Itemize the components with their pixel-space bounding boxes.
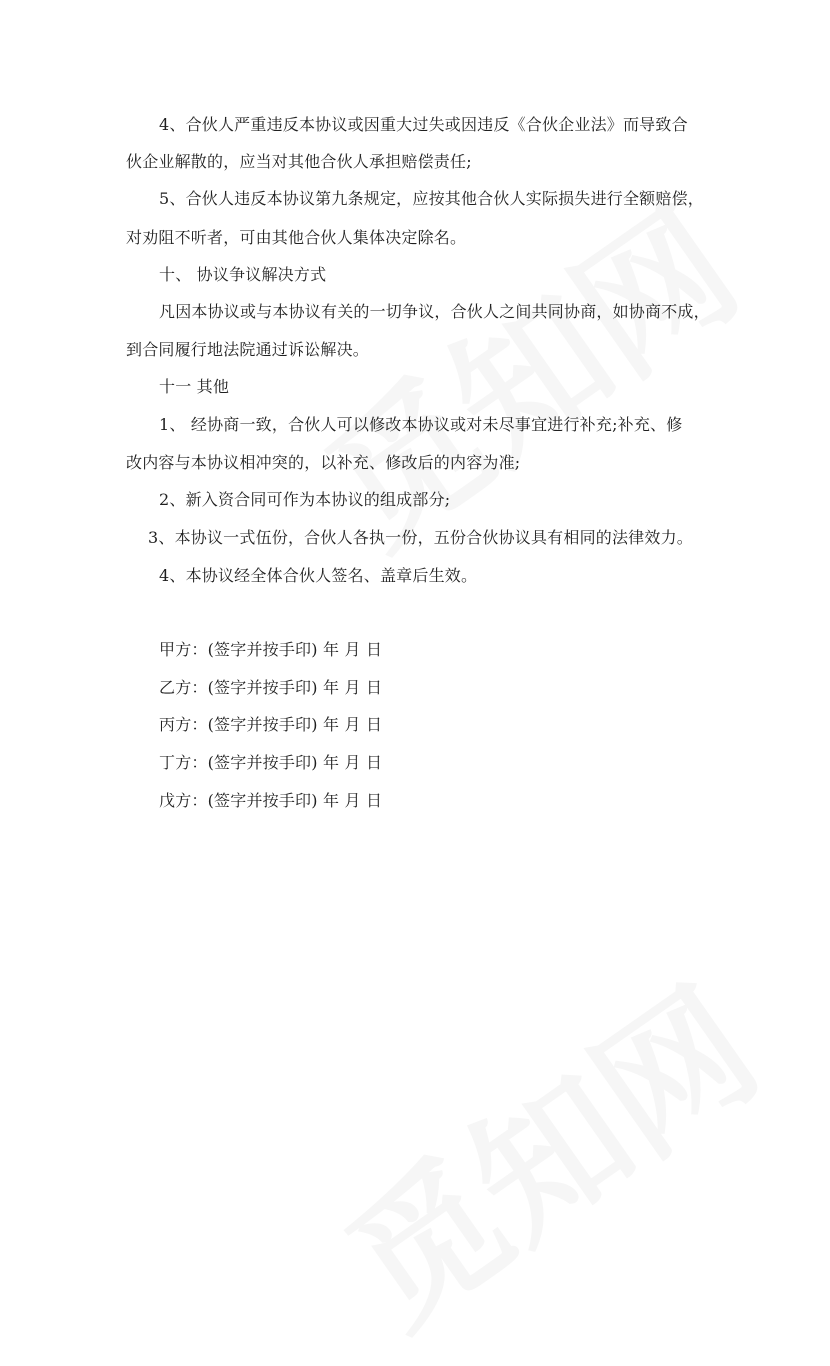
- paragraph-line: 4、合伙人严重违反本协议或因重大过失或因违反《合伙企业法》而导致合: [159, 115, 688, 134]
- watermark: [279, 150, 772, 585]
- signature-line: 丁方：(签字并按手印) 年 月 日: [159, 753, 383, 772]
- paragraph-line: 2、新入资合同可作为本协议的组成部分;: [159, 490, 451, 509]
- paragraph-line: 3、本协议一式伍份，合伙人各执一份，五份合伙协议具有相同的法律效力。: [148, 528, 693, 547]
- signature-line: 戊方：(签字并按手印) 年 月 日: [159, 791, 383, 810]
- paragraph-line: 对劝阻不听者，可由其他合伙人集体决定除名。: [126, 228, 467, 247]
- signature-line: 丙方：(签字并按手印) 年 月 日: [159, 715, 383, 734]
- paragraph-line: 4、本协议经全体合伙人签名、盖章后生效。: [159, 566, 478, 585]
- paragraph-line: 伙企业解散的，应当对其他合伙人承担赔偿责任;: [126, 152, 472, 171]
- paragraph-line: 到合同履行地法院通过诉讼解决。: [126, 340, 370, 359]
- section-heading: 十、 协议争议解决方式: [159, 265, 327, 284]
- section-heading: 十一 其他: [159, 377, 230, 396]
- signature-line: 乙方：(签字并按手印) 年 月 日: [159, 678, 383, 697]
- paragraph-line: 5、合伙人违反本协议第九条规定，应按其他合伙人实际损失进行全额赔偿，: [159, 189, 704, 208]
- paragraph-line: 1、 经协商一致，合伙人可以修改本协议或对未尽事宜进行补充;补充、修: [159, 415, 683, 434]
- paragraph-line: 凡因本协议或与本协议有关的一切争议，合伙人之间共同协商，如协商不成，: [159, 302, 710, 321]
- watermark: [299, 930, 792, 1365]
- paragraph-line: 改内容与本协议相冲突的，以补充、修改后的内容为准;: [126, 453, 521, 472]
- signature-line: 甲方：(签字并按手印) 年 月 日: [159, 640, 383, 659]
